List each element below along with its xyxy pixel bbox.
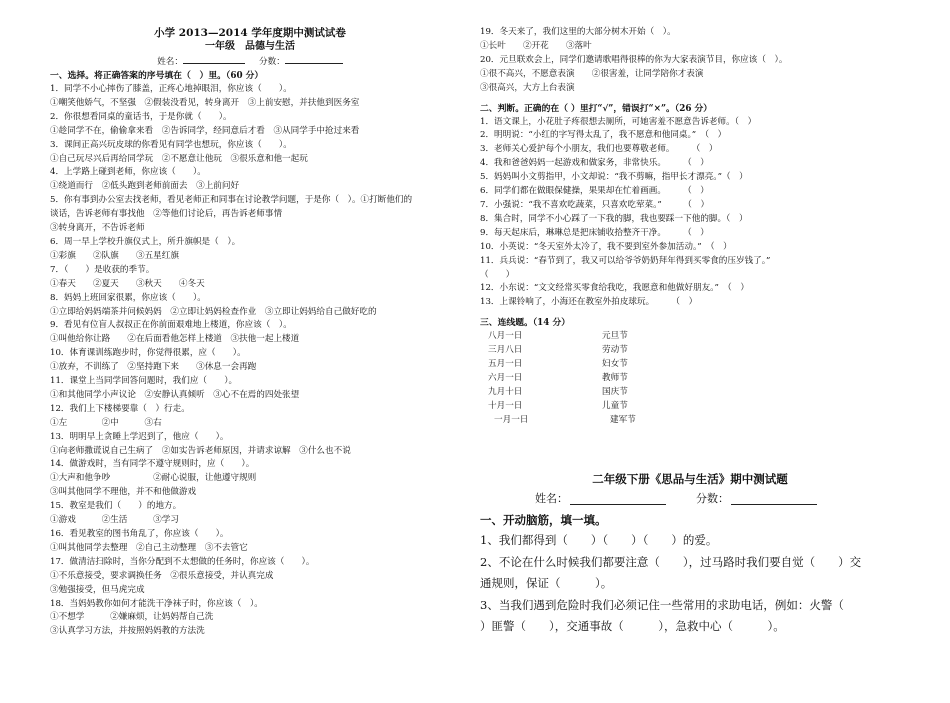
judge-line: 5．妈妈叫小文剪指甲，小文却说：“我不剪嘛，指甲长才漂亮。”（ ） xyxy=(480,172,748,183)
fill-blank-line: ）匪警（ ），交通事故（ ），急救中心（ ）。 xyxy=(480,619,785,633)
right-column xyxy=(480,26,895,427)
question-line: 5．你有事到办公室去找老师，看见老师正和同事在讨论教学问题，于是你（ ）。①打断他们的 xyxy=(50,195,413,206)
match-date[interactable]: 三月八日 xyxy=(488,345,523,356)
second-test-title: 二年级下册《思品与生活》期中测试题 xyxy=(592,472,788,486)
question-line: 14．做游戏时，当有同学不遵守规则时，应（ ）。 xyxy=(50,459,255,470)
question-line: 13．明明早上贪睡上学迟到了，他应（ ）。 xyxy=(50,431,229,442)
match-date[interactable]: 十月一日 xyxy=(488,400,523,411)
match-festival[interactable]: 教师节 xyxy=(602,372,628,383)
question-line: 16．看见教室的图书角乱了，你应该（ ）。 xyxy=(50,529,229,539)
match-row xyxy=(480,386,895,400)
fill-blank-line: 3、当我们遇到危险时我们必须记住一些常用的求助电话，例如：火警（ xyxy=(480,597,844,612)
score-label: 分数： xyxy=(259,57,285,67)
test-title: 小学 2013—2014 学年度期中测试试卷 xyxy=(154,27,346,39)
question-line: ①大声和他争吵 ②耐心说服，让他遵守规则 xyxy=(50,473,257,484)
question-line: ③勉强接受，但马虎完成 xyxy=(50,584,145,595)
judge-questions xyxy=(480,116,895,311)
match-row xyxy=(480,344,895,358)
second-name-blank[interactable] xyxy=(570,492,666,505)
section-judge-heading: 二、判断。正确的在（ ）里打“√”，错误打“×”。（26 分） xyxy=(480,103,713,114)
question-line: ①叫其他同学去整理 ②自己主动整理 ③不去管它 xyxy=(50,542,248,553)
question-line: 18．当妈妈教你如何才能洗干净袜子时，你应该（ ）。 xyxy=(50,598,263,609)
question-line: 10．体育课训练跑步时，你觉得很累，应（ ）。 xyxy=(50,348,246,359)
section-match-heading: 三、连线题。（14 分） xyxy=(480,318,571,329)
question-line: 11．课堂上当同学回答问题时，我们应（ ）。 xyxy=(50,376,238,387)
judge-line: 11．兵兵说：“春节到了，我又可以给爷爷奶奶拜年得到买零食的压岁钱了。” xyxy=(480,255,771,266)
fill-blank-line: 2、不论在什么时候我们都要注意（ ），过马路时我们要自觉（ ）交 xyxy=(480,554,862,569)
question-line: 12．我们上下楼梯要靠（ ）行走。 xyxy=(50,403,190,414)
question-line: ③很高兴，大方上台表演 xyxy=(480,82,575,93)
judge-line: 3．老师关心爱护每个小朋友，我们也要尊敬老师。 （ ） xyxy=(480,144,718,155)
question-line: ①趁同学不在，偷偷拿来看 ②告诉同学，经同意后才看 ③从同学手中抢过来看 xyxy=(50,125,360,136)
judge-line: 1．语文课上，小花肚子疼很想去厕所，可她害羞不愿意告诉老师。（ ） xyxy=(480,116,757,127)
question-line: ①绕道而行 ②低头跑到老师前面去 ③上前问好 xyxy=(50,181,240,192)
second-questions xyxy=(480,530,900,638)
question-line: ①很不高兴，不愿意表演 ②很害羞，让同学陪你才表演 xyxy=(480,68,704,79)
question-line: ①不乐意接受，要求调换任务 ②很乐意接受，并认真完成 xyxy=(50,570,274,581)
section-choice-heading: 一、选择。将正确答案的序号填在（ ）里。（60 分） xyxy=(50,71,264,81)
judge-line: 6．同学们都在做眼保健操，果果却在忙着画画。 （ ） xyxy=(480,186,709,197)
second-name-score-row xyxy=(480,488,900,510)
match-date[interactable]: 八月一日 xyxy=(488,331,523,342)
match-row xyxy=(480,400,895,414)
question-line: ①不想学 ②嫌麻烦，让妈妈帮自己洗 xyxy=(50,612,214,623)
name-blank[interactable] xyxy=(183,54,245,64)
match-row xyxy=(480,358,895,372)
second-test xyxy=(480,470,900,638)
match-date[interactable]: 九月十日 xyxy=(488,386,523,397)
question-line: ③转身离开，不告诉老师 xyxy=(50,223,145,234)
match-row xyxy=(480,414,895,428)
match-festival[interactable]: 妇女节 xyxy=(602,359,628,369)
second-score-blank[interactable] xyxy=(731,492,817,505)
match-date[interactable]: 一月一日 xyxy=(494,414,529,425)
judge-line: 10．小英说：“冬天室外太冷了，我不要到室外参加活动。” （ ） xyxy=(480,241,732,252)
fill-blank-line: 通规则，保证（ ）。 xyxy=(480,576,613,590)
name-label: 姓名： xyxy=(157,57,183,67)
second-section-heading: 一、开动脑筋，填一填。 xyxy=(480,513,607,527)
question-line: ①放弃，不训练了 ②坚持跑下来 ③休息一会再跑 xyxy=(50,362,257,373)
judge-line: 7．小强说：“我不喜欢吃蔬菜，只喜欢吃荤菜。” （ ） xyxy=(480,199,710,210)
judge-line: 12．小东说：“文文经常买零食给我吃，我愿意和他做好朋友。” （ ） xyxy=(480,283,749,294)
question-line: 6．周一早上学校升旗仪式上，所升旗帜是（ ）。 xyxy=(50,236,241,247)
match-date[interactable]: 五月一日 xyxy=(488,359,523,369)
question-line: 1．同学不小心摔伤了膝盖，正疼心地掉眼泪，你应该（ ）。 xyxy=(50,84,292,94)
question-line: ①叫他给你让路 ②在后面看他怎样上楼道 ③扶他一起上楼道 xyxy=(50,334,300,345)
match-festival[interactable]: 儿童节 xyxy=(602,400,628,411)
question-line: 15．教室是我们（ ）的地方。 xyxy=(50,501,182,512)
judge-line: （ ） xyxy=(480,269,515,280)
match-festival[interactable]: 劳动节 xyxy=(602,345,628,356)
question-line: 4．上学路上碰到老师，你应该（ ）。 xyxy=(50,167,206,178)
question-line: 19．冬天来了，我们这里的大部分树木开始（ ）。 xyxy=(480,27,676,37)
second-name-label: 姓名： xyxy=(535,492,568,505)
question-line: ③叫其他同学不理他，并不和他做游戏 xyxy=(50,487,197,498)
question-line: ③认真学习方法，并按照妈妈教的方法洗 xyxy=(50,626,205,637)
question-line: ①春天 ②夏天 ③秋天 ④冬天 xyxy=(50,278,205,289)
question-line: ①游戏 ②生活 ③学习 xyxy=(50,515,179,526)
question-line: 8．妈妈上班回家很累，你应该（ ）。 xyxy=(50,292,206,303)
question-line: ①嘲笑他娇气，不坚强 ②假装没看见，转身离开 ③上前安慰，并扶他到医务室 xyxy=(50,97,360,108)
left-column xyxy=(50,26,450,639)
question-line: ①自己玩尽兴后再给同学玩 ②不愿意让他玩 ③很乐意和他一起玩 xyxy=(50,153,308,164)
question-line: 7．（ ）是收获的季节。 xyxy=(50,264,155,275)
question-line: 17．做清洁扫除时，当你分配到不太想做的任务时，你应该（ ）。 xyxy=(50,556,315,567)
judge-line: 2．明明说：“小红的字写得太乱了，我不愿意和他同桌。” （ ） xyxy=(480,130,727,141)
question-line: ①彩旗 ②队旗 ③五星红旗 xyxy=(50,250,179,261)
question-line: ①立即给妈妈端茶并问候妈妈 ②立即让妈妈检查作业 ③立即让妈妈给自己做好吃的 xyxy=(50,306,377,317)
match-row xyxy=(480,330,895,344)
judge-line: 9．每天起床后，琳琳总是把床铺收拾整齐干净。 （ ） xyxy=(480,227,709,238)
question-line: 9．看见有位盲人叔叔正在你前面艰难地上楼道，你应该（ ）。 xyxy=(50,320,292,331)
question-line: ①和其他同学小声议论 ②安静认真倾听 ③心不在焉的四处张望 xyxy=(50,389,300,400)
match-festival[interactable]: 建军节 xyxy=(610,414,636,425)
match-table xyxy=(480,330,895,427)
question-line: 2．你很想看同桌的童话书，于是你就（ ）。 xyxy=(50,111,232,122)
question-line: ①左 ②中 ③右 xyxy=(50,417,162,428)
question-line: ①长叶 ②开花 ③落叶 xyxy=(480,40,592,51)
fill-blank-line: 1、我们都得到（ ）（ ）（ ）的爱。 xyxy=(480,533,718,547)
question-line: 谈话，告诉老师有事找他 ②等他们讨论后，再告诉老师事情 xyxy=(50,209,283,220)
choice-questions xyxy=(50,83,450,639)
question-line: 3．课间正高兴玩皮球的你看见有同学也想玩，你应该（ ）。 xyxy=(50,139,292,150)
score-blank[interactable] xyxy=(285,54,343,64)
judge-line: 8．集合时，同学不小心踩了一下我的脚，我也要踩一下他的脚。（ ） xyxy=(480,213,748,224)
match-festival[interactable]: 国庆节 xyxy=(602,386,628,397)
choice-questions-continued xyxy=(480,26,895,96)
name-score-row xyxy=(50,54,450,69)
test-subtitle: 一年级 品德与生活 xyxy=(205,41,295,52)
question-line: 20．元旦联欢会上，同学们邀请歌唱得很棒的你为大家表演节目，你应该（ ）。 xyxy=(480,54,788,65)
judge-line: 13．上课铃响了，小海还在教室外拍皮球玩。 （ ） xyxy=(480,297,698,308)
second-score-label: 分数： xyxy=(696,492,729,505)
judge-line: 4．我和爸爸妈妈一起游戏和做家务，非常快乐。 （ ） xyxy=(480,158,709,169)
match-row xyxy=(480,372,895,386)
question-line: ①向老师撒谎说自己生病了 ②如实告诉老师原因，并请求谅解 ③什么也不说 xyxy=(50,445,351,456)
match-date[interactable]: 六月一日 xyxy=(488,372,523,383)
match-festival[interactable]: 元旦节 xyxy=(602,331,628,342)
